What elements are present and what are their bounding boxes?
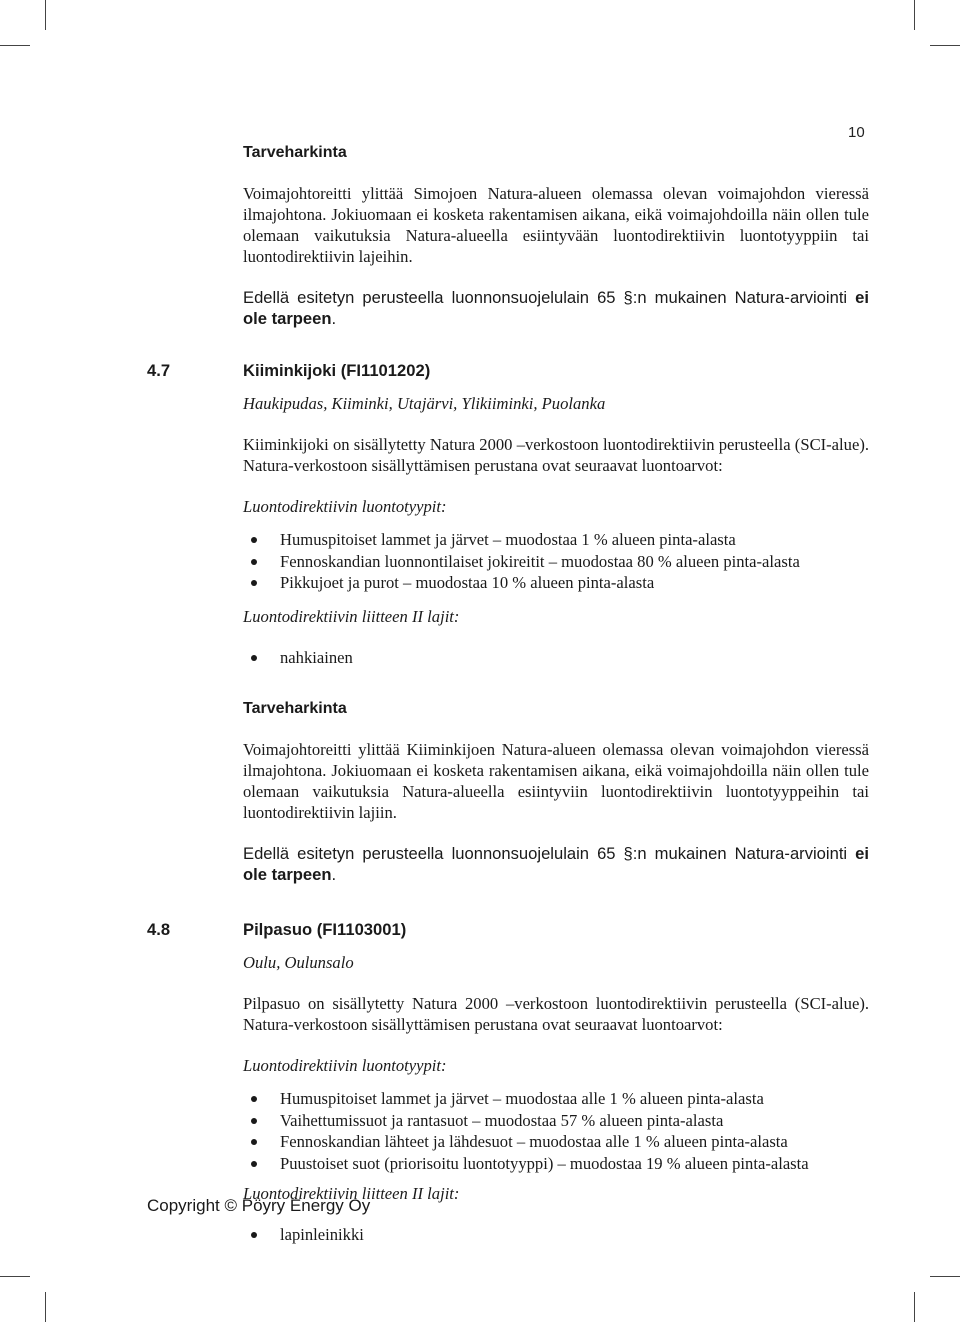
section-heading-4-8	[147, 919, 869, 940]
conclusion-end: .	[331, 309, 337, 328]
section-number: 4.7	[147, 361, 171, 380]
section-number: 4.8	[147, 920, 171, 939]
assessment-heading-4-7: Tarveharkinta	[243, 700, 347, 717]
intro-4-7: Kiiminkijoki on sisällytetty Natura 2000 –verkostoon luontodirektiivin perusteella (SCI-alue). Natura-verkostoon sisällyttämisen perustana ovat seuraavat luontoarvot:	[243, 435, 869, 475]
habitats-list-4-7	[243, 529, 869, 594]
section-title: Kiiminkijoki (FI1101202)	[243, 361, 431, 380]
habitats-label-4-8: Luontodirektiivin luontotyypit:	[243, 1056, 447, 1075]
list-item: Vaihettumissuot ja rantasuot – muodostaa 57 % alueen pinta-alasta	[243, 1110, 869, 1132]
conclusion-bold: ei ole tarpeen	[243, 844, 869, 884]
assessment-paragraph-4-7: Voimajohtoreitti ylittää Kiiminkijoen Natura-alueen olemassa olevan voimajohdon vieressä ilmajohtona. Jokiuomaan ei kosketa rakentamisen aikana, eikä voimajohdoilla näin ollen tule olemaan vaikutuksia Natura-alueella esiintyviin luontodirektiivin luontotyyppeihin tai luontodirektiivin lajiin.	[243, 740, 869, 822]
intro-4-8: Pilpasuo on sisällytetty Natura 2000 –verkostoon luontodirektiivin perusteella (SCI-alue). Natura-verkostoon sisällyttämisen perustana ovat seuraavat luontoarvot:	[243, 994, 869, 1034]
crop-mark-top-right-v	[914, 0, 915, 30]
crop-mark-top-left-v	[45, 0, 46, 30]
assessment-heading-simojoki: Tarveharkinta	[243, 144, 347, 161]
species-list-4-7	[243, 647, 869, 669]
list-item: Puustoiset suot (priorisoitu luontotyyppi) – muodostaa 19 % alueen pinta-alasta	[243, 1153, 869, 1175]
crop-mark-bottom-right-v	[914, 1292, 915, 1322]
assessment-paragraph-simojoki: Voimajohtoreitti ylittää Simojoen Natura-alueen olemassa olevan voimajohdon vieressä ilmajohtona. Jokiuomaan ei kosketa rakentamisen aikana, eikä voimajohdoilla näin ollen tule olemaan vaikutuksia Natura-alueella esiintyvään luontodirektiivin luontotyyppiin tai luontodirektiivin lajeihin.	[243, 184, 869, 266]
list-item: lapinleinikki	[243, 1224, 869, 1246]
conclusion-4-7	[243, 843, 869, 885]
list-item: Fennoskandian lähteet ja lähdesuot – muodostaa alle 1 % alueen pinta-alasta	[243, 1131, 869, 1153]
conclusion-text: Edellä esitetyn perusteella luonnonsuojelulain 65 §:n mukainen Natura-arviointi	[243, 844, 856, 863]
list-item: nahkiainen	[243, 647, 869, 669]
conclusion-bold: ei ole tarpeen	[243, 288, 869, 328]
conclusion-end: .	[331, 865, 337, 884]
page-content	[147, 138, 869, 1246]
habitats-list-4-8	[243, 1088, 869, 1174]
list-item: Humuspitoiset lammet ja järvet – muodostaa 1 % alueen pinta-alasta	[243, 529, 869, 551]
list-item: Pikkujoet ja purot – muodostaa 10 % alueen pinta-alasta	[243, 572, 869, 594]
species-label-4-7: Luontodirektiivin liitteen II lajit:	[243, 606, 460, 626]
page-number: 10	[848, 124, 865, 141]
crop-mark-top-left-h	[0, 45, 30, 46]
crop-mark-top-right-h	[930, 45, 960, 46]
list-item: Humuspitoiset lammet ja järvet – muodostaa alle 1 % alueen pinta-alasta	[243, 1088, 869, 1110]
municipalities-4-7: Haukipudas, Kiiminki, Utajärvi, Ylikiiminki, Puolanka	[243, 394, 606, 413]
conclusion-simojoki	[243, 287, 869, 329]
crop-mark-bottom-right-h	[930, 1276, 960, 1277]
list-item: Fennoskandian luonnontilaiset jokireitit – muodostaa 80 % alueen pinta-alasta	[243, 551, 869, 573]
habitats-label-4-7: Luontodirektiivin luontotyypit:	[243, 497, 447, 516]
section-title: Pilpasuo (FI1103001)	[243, 920, 407, 939]
species-list-4-8	[243, 1224, 869, 1246]
crop-mark-bottom-left-h	[0, 1276, 30, 1277]
species-label-4-8: Luontodirektiivin liitteen II lajit:	[243, 1184, 460, 1203]
municipalities-4-8: Oulu, Oulunsalo	[243, 953, 354, 972]
conclusion-text: Edellä esitetyn perusteella luonnonsuojelulain 65 §:n mukainen Natura-arviointi	[243, 288, 856, 307]
copyright-footer: Copyright © Pöyry Energy Oy	[147, 1196, 371, 1215]
crop-mark-bottom-left-v	[45, 1292, 46, 1322]
section-heading-4-7	[147, 360, 869, 381]
